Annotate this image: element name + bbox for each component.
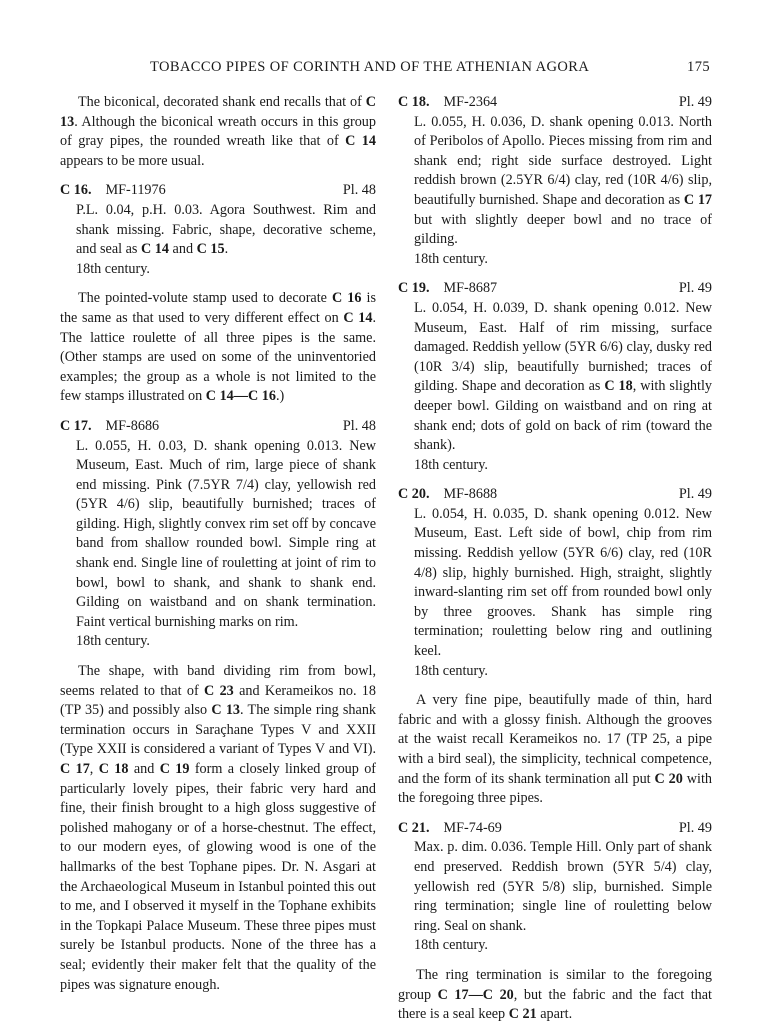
entry-heading bbox=[60, 417, 376, 437]
catalog-ref: C 14—C 16 bbox=[205, 388, 276, 405]
entry-plate: Pl. 49 bbox=[678, 819, 712, 836]
entry-id: C 18. bbox=[398, 94, 430, 110]
catalog-ref: C 17 bbox=[683, 191, 713, 208]
catalog-entry-c16 bbox=[60, 181, 376, 279]
entry-date: 18th century. bbox=[76, 633, 150, 650]
catalog-ref: C 13 bbox=[211, 702, 241, 719]
entry-inventory: MF-74-69 bbox=[443, 819, 502, 836]
catalog-ref: C 14 bbox=[345, 133, 376, 150]
catalog-entry-c19 bbox=[398, 279, 712, 475]
entry-date: 18th century. bbox=[414, 662, 488, 679]
entry-date: 18th century. bbox=[414, 250, 488, 267]
entry-inventory: MF-8686 bbox=[105, 417, 160, 434]
catalog-ref: C 14 bbox=[141, 241, 169, 258]
catalog-ref: C 21 bbox=[508, 1006, 537, 1023]
running-head-title: TOBACCO PIPES OF CORINTH AND OF THE ATHENIAN AGORA bbox=[150, 59, 590, 75]
right-column bbox=[398, 93, 712, 1035]
catalog-entry-c18 bbox=[398, 93, 712, 269]
entry-heading bbox=[398, 819, 712, 839]
catalog-ref: C 14 bbox=[343, 309, 373, 326]
entry-plate: Pl. 49 bbox=[678, 94, 712, 110]
entry-date: 18th century. bbox=[414, 937, 488, 954]
entry-plate: Pl. 49 bbox=[678, 280, 712, 297]
entry-description: L. 0.055, H. 0.036, D. shank opening 0.013. North of Peribolos of Apollo. Pieces missing from rim and shank end; right side surface destroyed. Light reddish brown (2.5YR 6/4) clay, red (10R 4/6) slip, beautifully burnished. Shape and decoration as C 17 but with slightly deeper bowl and no trace of gilding. bbox=[414, 113, 713, 248]
entry-description: P.L. 0.04, p.H. 0.03. Agora Southwest. Rim and shank missing. Fabric, shape, decorative scheme, and seal as C 14 and C 15. bbox=[76, 201, 376, 258]
entry-description: L. 0.054, H. 0.039, D. shank opening 0.012. New Museum, East. Half of rim missing, surface damaged. Reddish yellow (5YR 6/6) clay, dusky red (10R 3/4) slip, beautifully burnished; traces of gilding. Shape and decoration as C 18, with slightly deeper bowl. Gilding on waistband and on ring at shank end; dots of gold on back of rim (toward the shank). bbox=[414, 299, 712, 454]
entry-plate: Pl. 48 bbox=[342, 417, 376, 434]
catalog-ref: C 13 bbox=[60, 94, 376, 130]
entry-heading bbox=[398, 485, 712, 505]
left-column bbox=[60, 93, 376, 1005]
entry-id: C 21. bbox=[398, 819, 430, 836]
entry-inventory: MF-8687 bbox=[443, 280, 498, 297]
catalog-ref: C 18 bbox=[604, 378, 633, 395]
paragraph-c21-commentary: The ring termination is similar to the foregoing group C 17—C 20, but the fabric and the fact that there is a seal keep C 21 apart. bbox=[398, 966, 712, 1023]
catalog-ref: C 23 bbox=[204, 682, 234, 699]
catalog-entry-c21 bbox=[398, 819, 712, 956]
entry-id: C 17. bbox=[60, 417, 92, 434]
entry-description: L. 0.055, H. 0.03, D. shank opening 0.013. New Museum, East. Much of rim, large piece of shank end missing. Pink (7.5YR 7/4) clay, yellowish red (5YR 4/6) slip, beautifully burnished; traces of gilding. High, slightly convex rim set off by concave band from shallow rounded bowl. Simple ring at shank end. Single line of rouletting at joint of rim to bowl, bowl to shank, and shank to shank end. Gilding on waistband and on shank termination. Faint vertical burnishing marks on rim. bbox=[76, 437, 376, 630]
catalog-ref: C 18 bbox=[98, 761, 129, 777]
entry-inventory: MF-8688 bbox=[443, 486, 498, 503]
entry-description: L. 0.054, H. 0.035, D. shank opening 0.012. New Museum, East. Left side of bowl, chip from rim missing. Reddish yellow (5YR 6/6) clay, red (10R 4/8) slip, highly burnished. High, straight, slightly inward-slanting rim set off from rounded bowl only by three grooves. Shank has simple ring termination; rouletting below ring and outlining keel. bbox=[414, 505, 712, 660]
catalog-entry-c20 bbox=[398, 485, 712, 681]
entry-inventory: MF-11976 bbox=[105, 182, 166, 199]
entry-id: C 16. bbox=[60, 182, 92, 199]
entry-description: Max. p. dim. 0.036. Temple Hill. Only part of shank end preserved. Reddish brown (5YR 5/4) clay, yellowish red (5YR 5/8) slip, burnished. Simple ring termination; single line of rouletting below ring. Seal on shank. bbox=[414, 839, 712, 934]
entry-date: 18th century. bbox=[76, 260, 150, 277]
page-number: 175 bbox=[687, 59, 710, 75]
catalog-ref: C 17 bbox=[60, 761, 90, 777]
paragraph-c13-wreath: The biconical, decorated shank end recalls that of C 13. Although the biconical wreath occurs in this group of gray pipes, the rounded wreath like that of C 14 appears to be more usual. bbox=[60, 94, 376, 169]
catalog-ref: C 19 bbox=[159, 761, 190, 777]
catalog-ref: C 16 bbox=[332, 290, 362, 307]
paragraph-c16-stamp: The pointed-volute stamp used to decorate C 16 is the same as that used to very different effect on C 14. The lattice roulette of all three pipes is the same. (Other stamps are used on some of the uninventoried examples; the group as a whole is not limited to the few stamps illustrated on C 14—C 16.) bbox=[60, 290, 377, 405]
paragraph-c20-commentary: A very fine pipe, beautifully made of thin, hard fabric and with a glossy finish. Although the grooves at the waist recall Kerameikos no. 17 (TP 25, a pipe with a bird seal), the simplicity, technical competence, and the form of its shank termination all put C 20 with the foregoing three pipes. bbox=[398, 692, 712, 807]
entry-plate: Pl. 49 bbox=[678, 486, 712, 503]
paragraph-tophane-group: The shape, with band dividing rim from bowl, seems related to that of C 23 and Kerameikos no. 18 (TP 35) and possibly also C 13. The simple ring shank termination occurs in Saraçhane Types V and XXII (Type XXII is considered a variant of Types V and VI). C 17, C 18 and C 19 form a closely linked group of particularly lovely pipes, their fabric very hard and fine, their finish brought to a high gloss suggestive of polished mahogany or of a horse-chestnut. The effect, to our modern eyes, of glowing wood is one of the hallmarks of the best Tophane pipes. Dr. N. Asgari at the Archaeological Museum in Istanbul pointed this out to me, and I observed it myself in the Tophane exhibits in the Topkapi Palace Museum. These three pipes must surely be Istanbul products. None of the three has a seal; evidently their maker felt that the quality of the pipes was signature enough. bbox=[60, 663, 377, 993]
entry-heading bbox=[60, 181, 376, 201]
entry-id: C 19. bbox=[398, 280, 430, 297]
entry-date: 18th century. bbox=[414, 456, 488, 473]
entry-id: C 20. bbox=[398, 486, 430, 503]
entry-inventory: MF-2364 bbox=[443, 94, 498, 110]
catalog-ref: C 20 bbox=[654, 770, 683, 787]
entry-heading bbox=[398, 93, 712, 113]
entry-heading bbox=[398, 279, 712, 299]
catalog-ref: C 15 bbox=[196, 241, 225, 258]
catalog-ref: C 17—C 20 bbox=[437, 986, 514, 1003]
entry-plate: Pl. 48 bbox=[342, 182, 376, 199]
catalog-entry-c17 bbox=[60, 417, 376, 652]
